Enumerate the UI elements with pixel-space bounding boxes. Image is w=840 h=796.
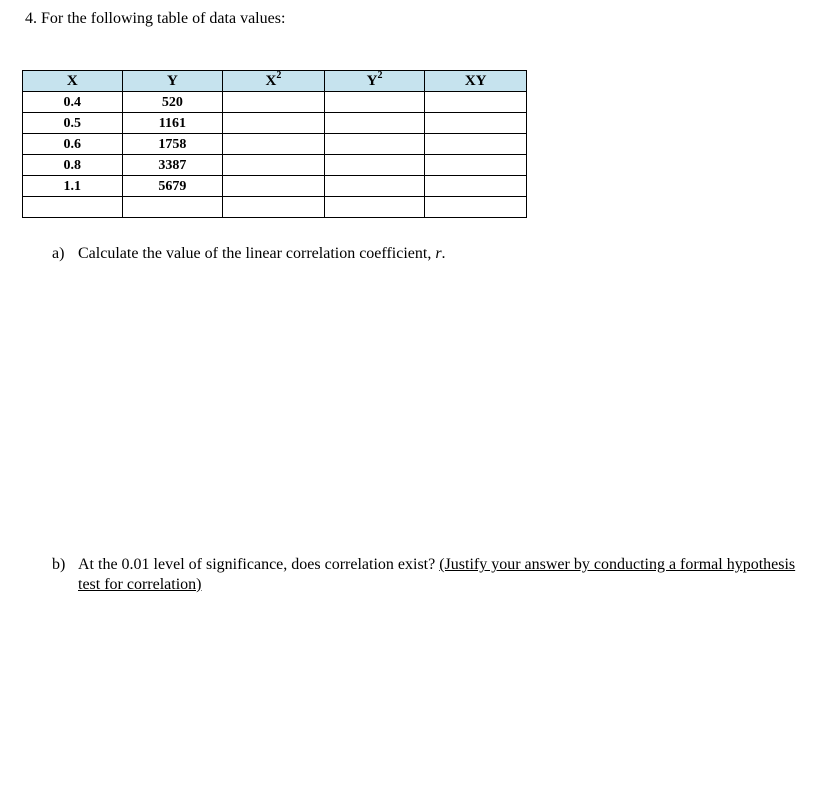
table-row [23,92,527,113]
cell-xy [425,134,527,155]
part-a-text: Calculate the value of the linear correlation coefficient, [78,245,436,262]
part-a-label: a) [52,245,65,262]
table-row [23,134,527,155]
cell-x: 0.5 [23,113,123,134]
table-row [23,113,527,134]
part-a [52,244,446,264]
cell-xy [425,197,527,218]
cell-y: 5679 [122,176,223,197]
part-b-instruction: (Justify your answer by conducting a formal hypothesis test for correlation) [78,556,796,593]
cell-y-squared [324,134,425,155]
part-b [52,555,812,595]
cell-y [122,197,223,218]
header-xy: XY [425,71,527,92]
cell-x-squared [223,197,325,218]
part-a-end: . [441,245,446,262]
header-y-squared: $Y^2$ [324,71,425,92]
cell-x: 0.4 [23,92,123,113]
table-header-row [23,71,527,92]
cell-x: 0.6 [23,134,123,155]
cell-x: 1.1 [23,176,123,197]
question-title: 4. For the following table of data values: [25,10,286,27]
cell-y: 520 [122,92,223,113]
header-y: Y [122,71,223,92]
cell-y-squared [324,92,425,113]
cell-y: 3387 [122,155,223,176]
cell-x-squared [223,176,325,197]
cell-xy [425,92,527,113]
header-x: X [23,71,123,92]
cell-x-squared [223,113,325,134]
cell-y-squared [324,113,425,134]
table-row [23,155,527,176]
part-a-variable: r [435,245,442,262]
cell-x-squared [223,134,325,155]
cell-xy [425,113,527,134]
cell-x-squared [223,155,325,176]
table-row [23,176,527,197]
table-row-sum [23,197,527,218]
part-b-label: b) [52,556,66,573]
cell-y-squared [324,197,425,218]
cell-xy [425,155,527,176]
part-b-text: At the 0.01 level of significance, does correlation exist? [78,556,440,573]
cell-y-squared [324,176,425,197]
cell-y-squared [324,155,425,176]
data-table [22,70,527,218]
cell-x: 0.8 [23,155,123,176]
cell-y: 1758 [122,134,223,155]
header-x-squared: $X^2$ [223,71,325,92]
cell-x [23,197,123,218]
cell-y: 1161 [122,113,223,134]
cell-x-squared [223,92,325,113]
cell-xy [425,176,527,197]
